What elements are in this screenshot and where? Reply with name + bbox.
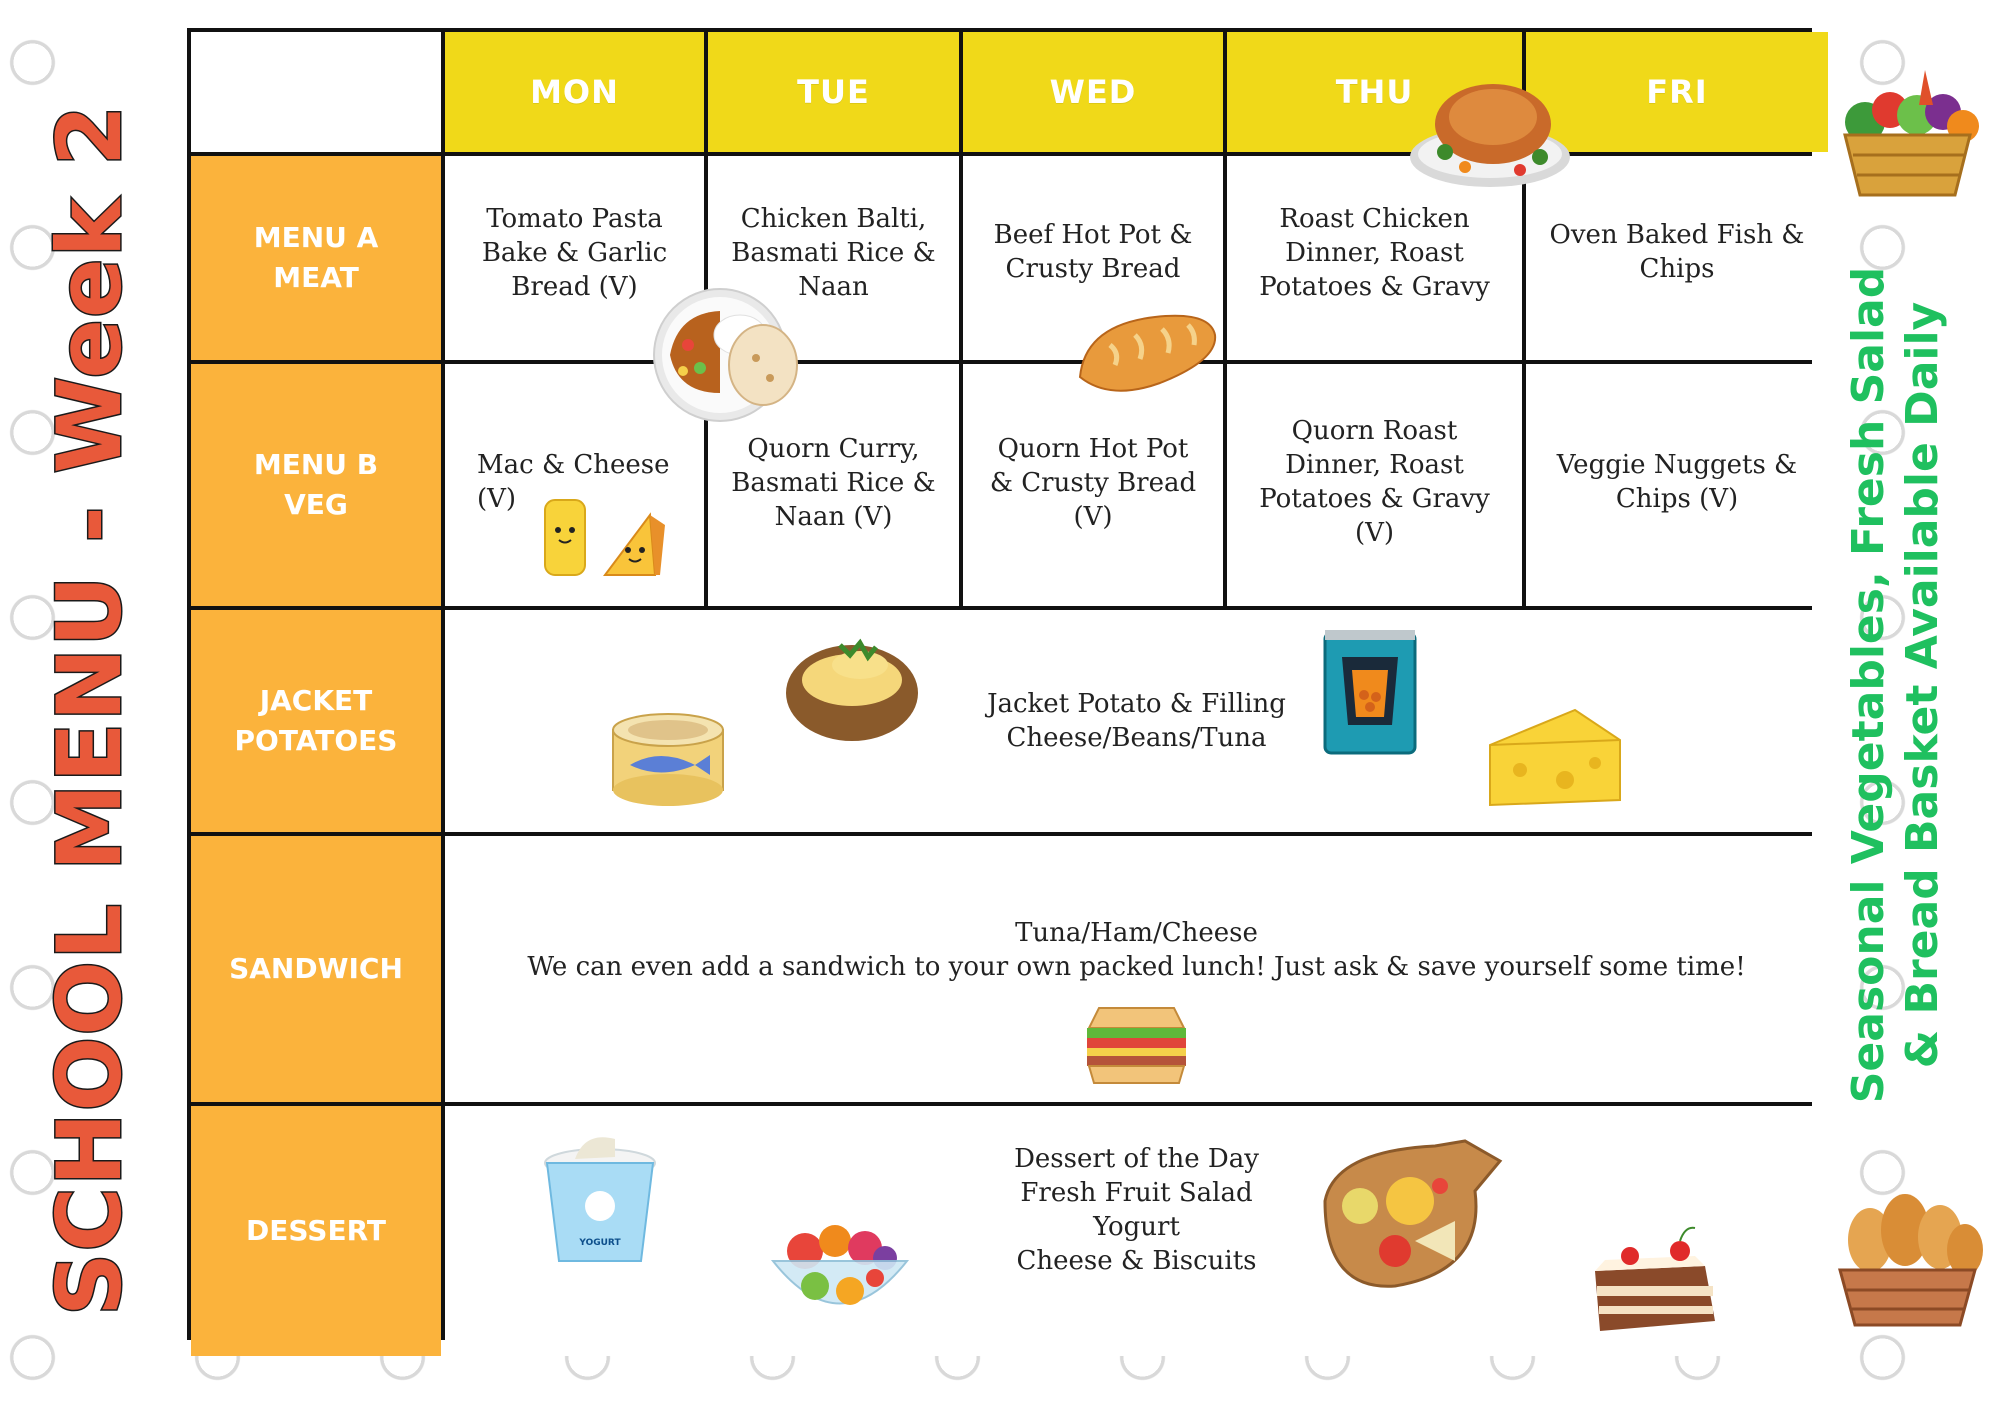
menu-table [187,28,1812,1340]
row-header-menu-a-line1: MENU A [253,221,379,254]
dessert-line-2: Fresh Fruit Salad [1020,1178,1253,1208]
menu-b-wed: Quorn Hot Pot & Crusty Bread (V) [963,364,1223,606]
jacket-line-1: Jacket Potato & Filling [987,689,1286,719]
menu-a-fri: Oven Baked Fish & Chips [1526,156,1828,360]
yogurt-pot-icon [535,1131,665,1271]
bread-loaf-icon [1070,305,1220,405]
menu-b-thu: Quorn Roast Dinner, Roast Potatoes & Gravy (V) [1227,364,1522,606]
daily-extras-line-2: & Bread Basket Available Daily [1897,301,1948,1069]
tuna-can-icon [605,705,730,810]
bread-basket-icon [1825,1185,1990,1335]
dessert-line-4: Cheese & Biscuits [1016,1246,1257,1276]
vegetable-basket-icon [1825,60,1990,205]
row-header-jacket-line2: POTATOES [234,724,398,757]
row-header-menu-b-line1: MENU B [253,448,379,481]
sandwich-line-1: Tuna/Ham/Cheese [1015,918,1258,948]
dessert-line-1: Dessert of the Day [1014,1144,1259,1174]
day-header-thu: THU [1227,32,1522,152]
cake-slice-icon [1585,1226,1725,1341]
row-header-sandwich: SANDWICH [191,836,441,1102]
row-header-menu-a-line2: MEAT [273,261,359,294]
dessert-line-3: Yogurt [1093,1212,1180,1242]
yogurt-label: YOGURT [579,1238,621,1248]
daily-extras-note [1842,245,1950,1125]
row-header-menu-a [191,156,441,360]
baked-potato-icon [780,625,925,750]
jacket-line-2: Cheese/Beans/Tuna [1006,723,1267,753]
menu-a-mon: Tomato Pasta Bake & Garlic Bread (V) [445,156,704,360]
menu-a-wed: Beef Hot Pot & Crusty Bread [963,156,1223,360]
sandwich-line-2: We can even add a sandwich to your own packed lunch! Just ask & save yourself some time! [527,952,1746,982]
menu-a-tue: Chicken Balti, Basmati Rice & Naan [708,156,959,360]
jacket-potato-cell [445,610,1828,832]
menu-b-mon: Mac & Cheese (V) [445,364,704,606]
row-header-menu-b-line2: VEG [284,488,348,521]
day-header-tue: TUE [708,32,959,152]
sandwich-icon [1079,998,1194,1093]
cheese-board-icon [1315,1131,1505,1296]
corner-cell [191,32,441,152]
page-title: SCHOOL MENU - Week 2 [38,103,141,1317]
row-header-menu-b [191,364,441,606]
day-header-wed: WED [963,32,1223,152]
menu-b-tue: Quorn Curry, Basmati Rice & Naan (V) [708,364,959,606]
day-header-fri: FRI [1526,32,1828,152]
menu-b-fri: Veggie Nuggets & Chips (V) [1526,364,1828,606]
day-header-mon: MON [445,32,704,152]
fruit-salad-bowl-icon [765,1206,915,1336]
menu-a-thu: Roast Chicken Dinner, Roast Potatoes & Gravy [1227,156,1522,360]
curry-plate-icon [648,283,803,423]
row-header-dessert: DESSERT [191,1106,441,1356]
cheese-wedge-icon [1485,705,1625,810]
baked-beans-can-icon [1320,625,1420,760]
dessert-cell [445,1106,1828,1356]
roast-chicken-icon [1405,62,1575,197]
row-header-jacket-line1: JACKET [259,684,373,717]
row-header-jacket [191,610,441,832]
sandwich-cell [445,836,1828,1102]
mac-and-cheese-characters-icon [525,495,685,595]
daily-extras-line-1: Seasonal Vegetables, Fresh Salad [1843,266,1894,1104]
